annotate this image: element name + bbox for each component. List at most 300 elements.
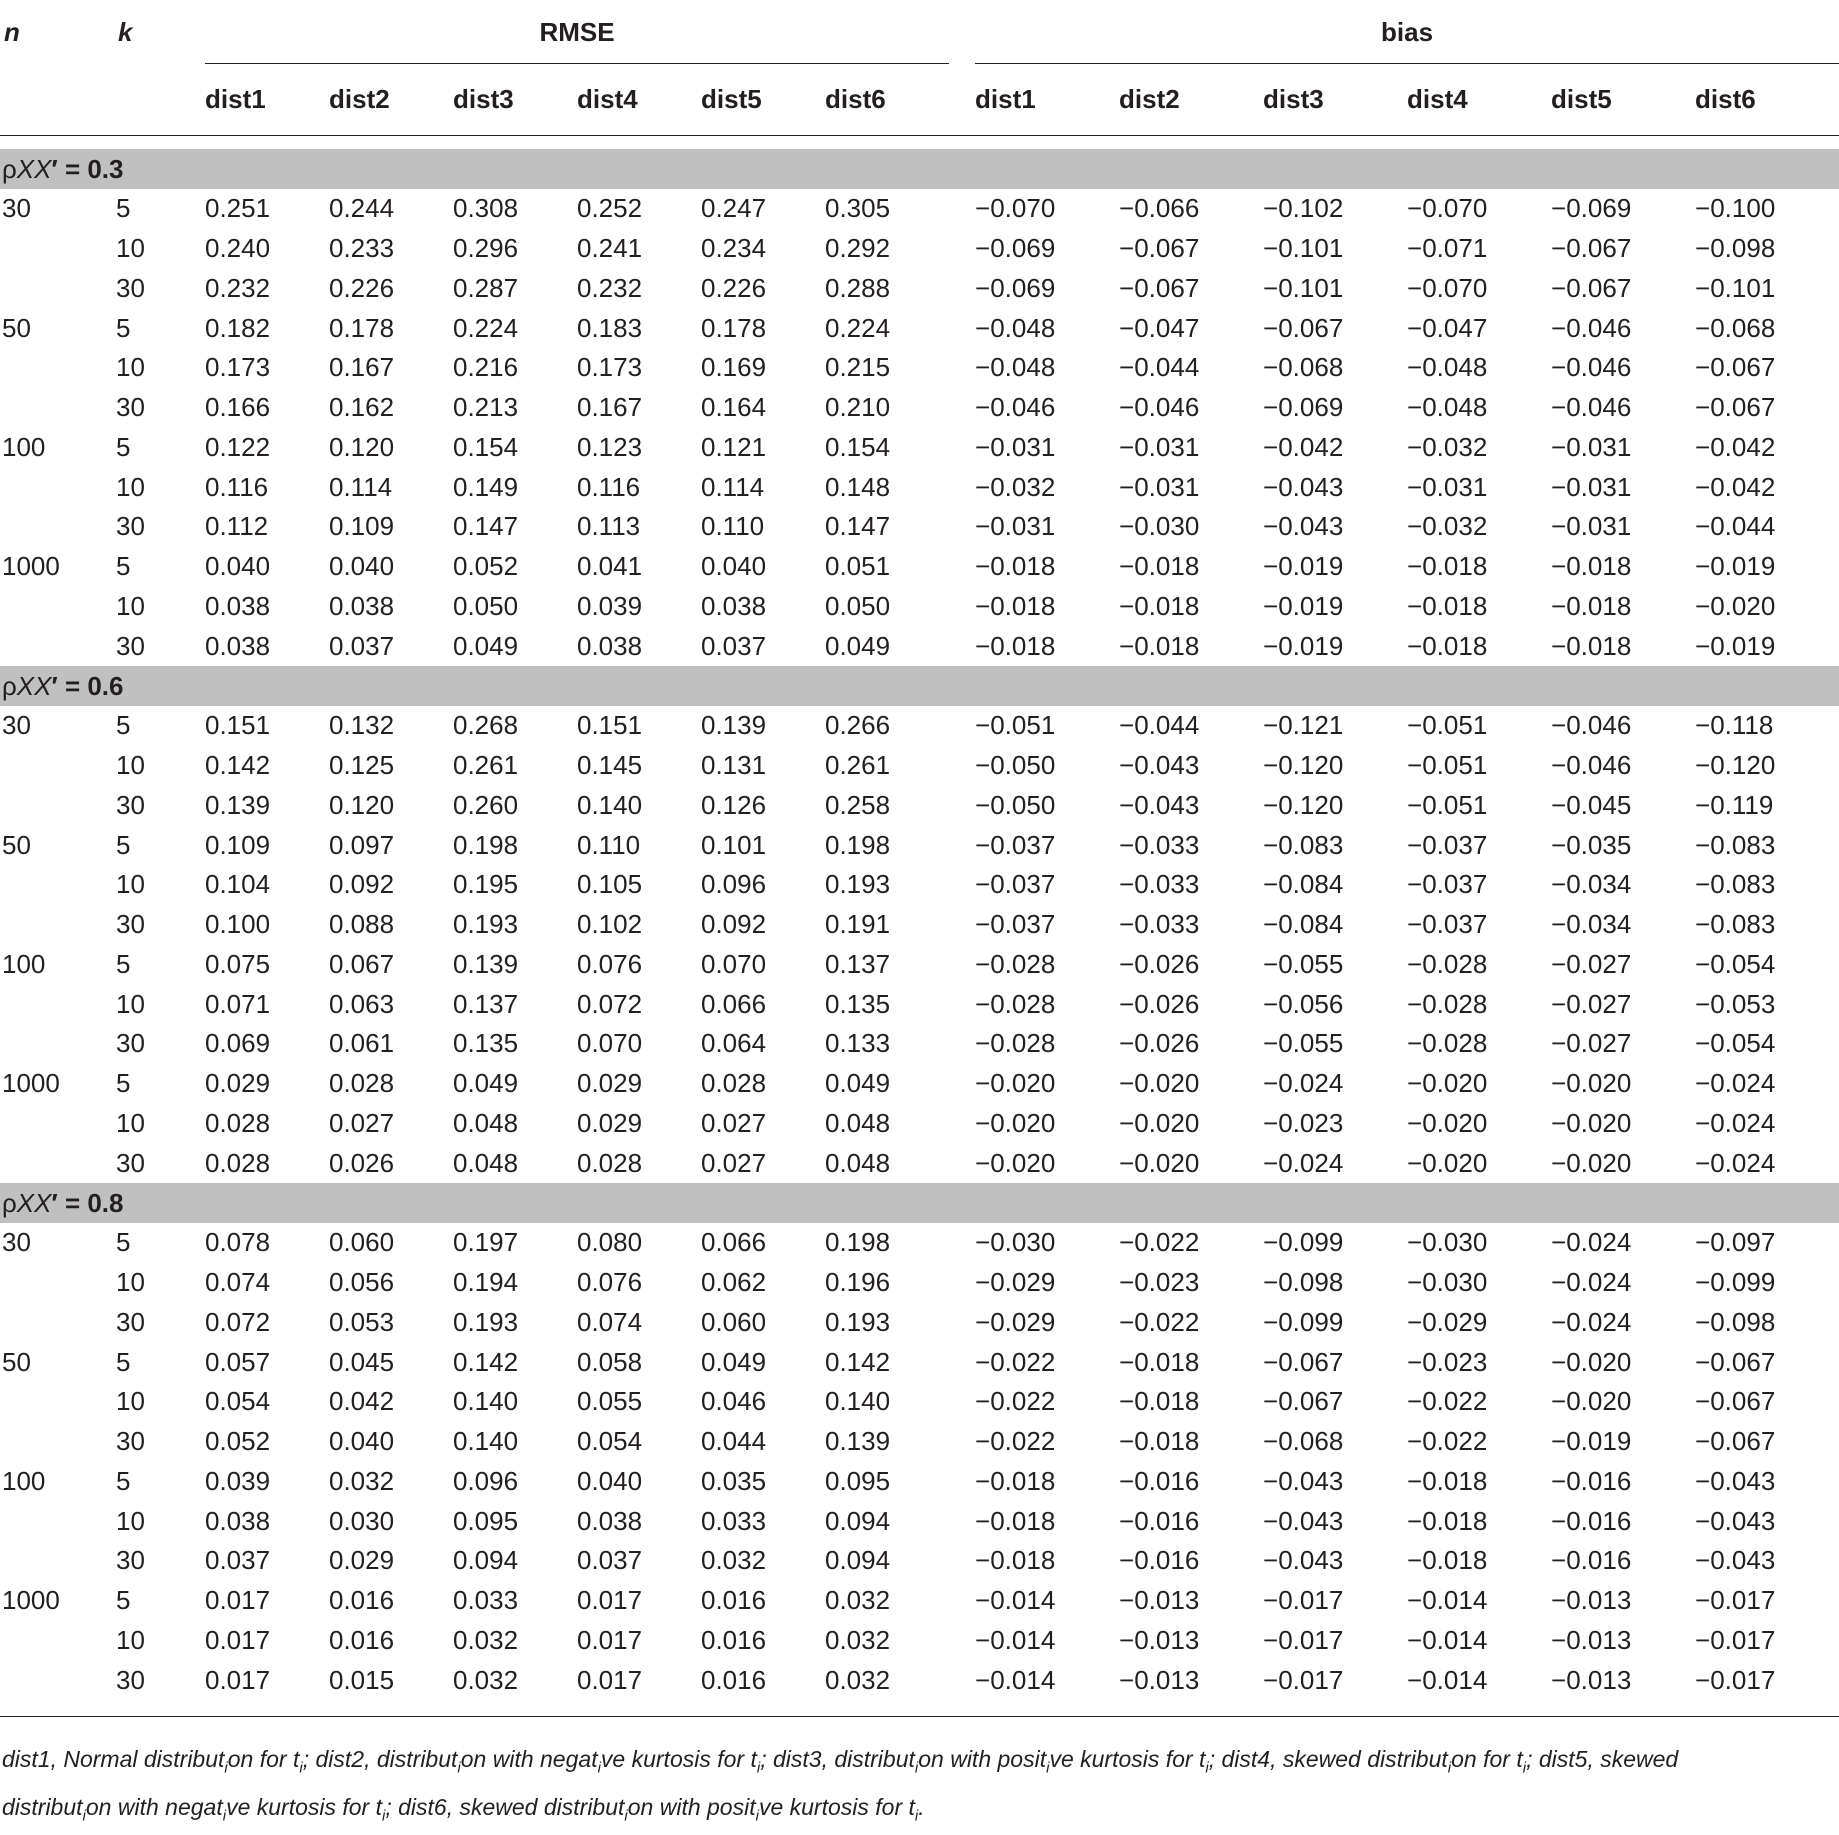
cell-rmse: 0.140	[453, 1426, 519, 1457]
cell-rmse: 0.120	[329, 431, 395, 462]
cell-bias: −0.098	[1695, 233, 1776, 264]
cell-gap	[949, 746, 975, 786]
cell-k: 10	[116, 1386, 145, 1417]
cell-bias: −0.020	[1407, 1147, 1488, 1178]
cell-n	[0, 1303, 113, 1343]
cell-bias: −0.027	[1551, 988, 1632, 1019]
cell-n	[0, 1263, 113, 1303]
cell-n	[0, 229, 113, 269]
cell-bias: −0.048	[975, 352, 1056, 383]
table-row	[0, 786, 1839, 826]
group-label-value: ′ = 0.6	[51, 670, 124, 701]
cell-k: 10	[116, 352, 145, 383]
cell-n	[0, 1501, 113, 1541]
cell-rmse: 0.123	[577, 431, 643, 462]
cell-rmse: 0.071	[205, 988, 271, 1019]
cell-rmse: 0.032	[825, 1664, 891, 1695]
cell-bias: −0.018	[975, 1465, 1056, 1496]
cell-rmse: 0.052	[205, 1426, 271, 1457]
cell-bias: −0.020	[1695, 590, 1776, 621]
cell-bias: −0.019	[1263, 590, 1344, 621]
cell-bias: −0.019	[1263, 630, 1344, 661]
cell-bias: −0.019	[1263, 551, 1344, 582]
header-rmse-dist1: dist1	[205, 84, 266, 114]
cell-bias: −0.050	[975, 789, 1056, 820]
cell-rmse: 0.110	[701, 511, 765, 542]
cell-gap	[949, 1064, 975, 1104]
cell-gap	[949, 308, 975, 348]
table-row	[0, 945, 1839, 985]
header-rmse-dist3: dist3	[453, 84, 514, 114]
cell-rmse: 0.092	[329, 869, 395, 900]
cell-k: 5	[116, 193, 131, 224]
cell-bias: −0.044	[1695, 511, 1776, 542]
bottom-rule-cell	[0, 1700, 1839, 1717]
cell-bias: −0.013	[1551, 1585, 1632, 1616]
cell-bias: −0.098	[1263, 1267, 1344, 1298]
cell-n	[0, 587, 113, 627]
cell-rmse: 0.051	[825, 551, 891, 582]
cell-bias: −0.031	[1551, 511, 1632, 542]
cell-bias: −0.018	[1119, 551, 1200, 582]
cell-k: 10	[116, 590, 145, 621]
cell-rmse: 0.131	[701, 750, 767, 781]
cell-bias: −0.067	[1263, 312, 1344, 343]
cell-bias: −0.020	[1551, 1386, 1632, 1417]
cell-rmse: 0.017	[205, 1664, 271, 1695]
cell-n: 30	[2, 1227, 31, 1258]
cell-rmse: 0.183	[577, 312, 643, 343]
cell-k: 5	[116, 1346, 131, 1377]
cell-rmse: 0.198	[453, 829, 519, 860]
cell-rmse: 0.037	[577, 1545, 643, 1576]
table-row	[0, 388, 1839, 428]
cell-rmse: 0.056	[329, 1267, 395, 1298]
table-row	[0, 1064, 1839, 1104]
cell-k: 10	[116, 750, 145, 781]
cell-bias: −0.017	[1263, 1624, 1344, 1655]
cell-bias: −0.018	[975, 1505, 1056, 1536]
rho-symbol: ρ	[2, 153, 17, 184]
cell-rmse: 0.033	[453, 1585, 519, 1616]
cell-bias: −0.020	[975, 1147, 1056, 1178]
cell-rmse: 0.032	[825, 1585, 891, 1616]
cell-bias: −0.033	[1119, 829, 1200, 860]
cell-rmse: 0.169	[701, 352, 767, 383]
cell-bias: −0.053	[1695, 988, 1776, 1019]
cell-n	[0, 905, 113, 945]
cell-gap	[949, 1621, 975, 1661]
subscript-i: i	[457, 1759, 461, 1777]
cell-rmse: 0.140	[453, 1386, 519, 1417]
cell-rmse: 0.075	[205, 948, 271, 979]
cell-k: 5	[116, 710, 131, 741]
table-row	[0, 269, 1839, 309]
cell-bias: −0.029	[1407, 1306, 1488, 1337]
cell-rmse: 0.109	[205, 829, 271, 860]
cell-bias: −0.046	[1551, 312, 1632, 343]
cell-rmse: 0.224	[825, 312, 891, 343]
cell-rmse: 0.016	[701, 1664, 767, 1695]
cell-bias: −0.067	[1119, 233, 1200, 264]
cell-rmse: 0.193	[825, 1306, 891, 1337]
group-label	[0, 1183, 1839, 1223]
cell-bias: −0.014	[975, 1585, 1056, 1616]
cell-bias: −0.026	[1119, 988, 1200, 1019]
cell-bias: −0.054	[1695, 948, 1776, 979]
header-bias-dist6: dist6	[1695, 84, 1756, 114]
cell-bias: −0.067	[1695, 1386, 1776, 1417]
cell-rmse: 0.193	[453, 1306, 519, 1337]
cell-rmse: 0.032	[453, 1664, 519, 1695]
cell-rmse: 0.288	[825, 272, 891, 303]
table-row	[0, 348, 1839, 388]
cell-k: 30	[116, 1426, 145, 1457]
spacer-cell	[0, 136, 1839, 150]
cell-rmse: 0.054	[205, 1386, 271, 1417]
cell-rmse: 0.198	[825, 1227, 891, 1258]
cell-bias: −0.017	[1695, 1664, 1776, 1695]
cell-bias: −0.018	[1119, 1346, 1200, 1377]
cell-rmse: 0.033	[701, 1505, 767, 1536]
cell-rmse: 0.139	[205, 789, 271, 820]
cell-gap	[949, 786, 975, 826]
cell-k: 5	[116, 1465, 131, 1496]
cell-rmse: 0.112	[205, 511, 269, 542]
cell-bias: −0.018	[1407, 1465, 1488, 1496]
cell-n	[0, 348, 113, 388]
cell-rmse: 0.016	[701, 1624, 767, 1655]
cell-rmse: 0.048	[825, 1147, 891, 1178]
cell-rmse: 0.016	[329, 1624, 395, 1655]
table-footnote: dist1, Normal distribut$_i$on for $t_i$; dist2, distribut$_i$on with negat$_i$ve kurtosis for $t_i$; dist3, distribut$_i$on with posit$_i$ve kurtosis for $t_i$; dist4, skewed distribut$_i$on for $t_i$; dist5, skewed distribut$_i$on with negat$_i$ve kurtosis for $t_i$; dist6, skewed distribut$_i$on with posit$_i$ve kurtosis for $t_i$.	[2, 1746, 1679, 1825]
cell-bias: −0.018	[975, 1545, 1056, 1576]
cell-k: 5	[116, 829, 131, 860]
cell-bias: −0.020	[975, 1107, 1056, 1138]
cell-gap	[949, 1303, 975, 1343]
cell-k: 30	[116, 1545, 145, 1576]
cell-bias: −0.014	[1407, 1624, 1488, 1655]
cell-bias: −0.018	[1551, 590, 1632, 621]
cell-bias: −0.099	[1263, 1227, 1344, 1258]
cell-bias: −0.016	[1551, 1465, 1632, 1496]
cell-bias: −0.045	[1551, 789, 1632, 820]
cell-n: 1000	[2, 1585, 60, 1616]
cell-bias: −0.033	[1119, 869, 1200, 900]
header-n: n	[4, 16, 20, 47]
table-row	[0, 308, 1839, 348]
cell-bias: −0.024	[1263, 1147, 1344, 1178]
cell-bias: −0.018	[1407, 630, 1488, 661]
cell-rmse: 0.060	[701, 1306, 767, 1337]
cell-n: 1000	[2, 551, 60, 582]
cell-rmse: 0.017	[577, 1664, 643, 1695]
cell-rmse: 0.140	[577, 789, 643, 820]
table-row	[0, 1462, 1839, 1502]
cell-rmse: 0.241	[577, 233, 643, 264]
cell-rmse: 0.016	[701, 1585, 767, 1616]
cell-rmse: 0.226	[701, 272, 767, 303]
cell-rmse: 0.100	[205, 909, 271, 940]
cell-rmse: 0.252	[577, 193, 643, 224]
cell-rmse: 0.030	[329, 1505, 395, 1536]
cell-rmse: 0.226	[329, 272, 395, 303]
cell-rmse: 0.037	[329, 630, 395, 661]
cell-bias: −0.022	[1119, 1227, 1200, 1258]
header-bias-dist1: dist1	[975, 84, 1036, 114]
cell-rmse: 0.191	[825, 909, 891, 940]
cell-bias: −0.018	[1119, 630, 1200, 661]
cell-gap	[949, 1223, 975, 1263]
cell-bias: −0.069	[1263, 392, 1344, 423]
cell-rmse: 0.244	[329, 193, 395, 224]
header-rmse-dist2: dist2	[329, 84, 390, 114]
subscript-i: i	[755, 1807, 759, 1825]
cell-bias: −0.013	[1119, 1664, 1200, 1695]
table-row	[0, 626, 1839, 666]
cell-bias: −0.047	[1119, 312, 1200, 343]
cell-bias: −0.020	[1407, 1068, 1488, 1099]
cell-bias: −0.043	[1263, 1545, 1344, 1576]
cell-bias: −0.067	[1551, 272, 1632, 303]
cell-gap	[949, 905, 975, 945]
cell-bias: −0.044	[1119, 710, 1200, 741]
table-row	[0, 1422, 1839, 1462]
cell-bias: −0.027	[1551, 1028, 1632, 1059]
cell-rmse: 0.017	[577, 1585, 643, 1616]
table-row	[0, 587, 1839, 627]
cell-bias: −0.028	[975, 988, 1056, 1019]
cell-bias: −0.022	[1407, 1426, 1488, 1457]
cell-gap	[949, 269, 975, 309]
cell-bias: −0.013	[1551, 1664, 1632, 1695]
cell-bias: −0.067	[1263, 1346, 1344, 1377]
cell-bias: −0.046	[1551, 710, 1632, 741]
cell-rmse: 0.032	[701, 1545, 767, 1576]
cell-rmse: 0.038	[205, 630, 271, 661]
cell-bias: −0.014	[975, 1624, 1056, 1655]
cell-bias: −0.030	[975, 1227, 1056, 1258]
cell-n	[0, 1541, 113, 1581]
cell-rmse: 0.258	[825, 789, 891, 820]
header-gap	[949, 0, 975, 64]
cell-rmse: 0.017	[577, 1624, 643, 1655]
cell-bias: −0.043	[1119, 750, 1200, 781]
cell-bias: −0.100	[1695, 193, 1776, 224]
cell-rmse: 0.074	[205, 1267, 271, 1298]
cell-k: 30	[116, 789, 145, 820]
cell-bias: −0.066	[1119, 193, 1200, 224]
cell-rmse: 0.114	[701, 471, 765, 502]
cell-gap	[949, 1541, 975, 1581]
cell-rmse: 0.078	[205, 1227, 271, 1258]
cell-gap	[949, 1581, 975, 1621]
cell-rmse: 0.028	[701, 1068, 767, 1099]
cell-k: 10	[116, 471, 145, 502]
cell-bias: −0.101	[1263, 272, 1344, 303]
cell-k: 10	[116, 1624, 145, 1655]
cell-rmse: 0.135	[825, 988, 891, 1019]
cell-n	[0, 746, 113, 786]
cell-bias: −0.024	[1551, 1227, 1632, 1258]
cell-bias: −0.067	[1551, 233, 1632, 264]
cell-gap	[949, 1104, 975, 1144]
cell-gap	[949, 1422, 975, 1462]
cell-rmse: 0.233	[329, 233, 395, 264]
cell-rmse: 0.162	[329, 392, 395, 423]
cell-gap	[949, 1143, 975, 1183]
cell-bias: −0.067	[1695, 352, 1776, 383]
cell-rmse: 0.120	[329, 789, 395, 820]
cell-bias: −0.051	[1407, 750, 1488, 781]
cell-bias: −0.024	[1695, 1068, 1776, 1099]
table-row	[0, 1501, 1839, 1541]
cell-rmse: 0.094	[825, 1545, 891, 1576]
cell-rmse: 0.178	[701, 312, 767, 343]
spacer-row	[0, 136, 1839, 150]
cell-rmse: 0.142	[453, 1346, 519, 1377]
group-header-row	[0, 149, 1839, 189]
cell-rmse: 0.216	[453, 352, 519, 383]
cell-rmse: 0.045	[329, 1346, 395, 1377]
cell-rmse: 0.049	[825, 1068, 891, 1099]
cell-rmse: 0.038	[205, 1505, 271, 1536]
cell-rmse: 0.037	[701, 630, 767, 661]
cell-rmse: 0.210	[825, 392, 891, 423]
rho-subscript: XX	[16, 1187, 52, 1218]
subscript-i: i	[222, 1807, 227, 1825]
cell-bias: −0.016	[1551, 1545, 1632, 1576]
cell-gap	[949, 388, 975, 428]
subscript-i: i	[1046, 1759, 1050, 1777]
subscript-i: i	[1447, 1759, 1452, 1777]
cell-rmse: 0.038	[205, 590, 271, 621]
cell-rmse: 0.292	[825, 233, 891, 264]
cell-k: 10	[116, 1107, 145, 1138]
cell-rmse: 0.154	[825, 431, 891, 462]
cell-n: 100	[2, 948, 46, 979]
cell-bias: −0.083	[1695, 909, 1776, 940]
subscript-i: i	[382, 1807, 386, 1825]
cell-bias: −0.018	[975, 590, 1056, 621]
cell-rmse: 0.066	[701, 988, 767, 1019]
cell-n	[0, 1422, 113, 1462]
table-row	[0, 1621, 1839, 1661]
cell-bias: −0.067	[1695, 1346, 1776, 1377]
cell-gap	[949, 587, 975, 627]
cell-bias: −0.083	[1695, 829, 1776, 860]
cell-rmse: 0.139	[701, 710, 767, 741]
cell-bias: −0.034	[1551, 869, 1632, 900]
cell-rmse: 0.053	[329, 1306, 395, 1337]
cell-rmse: 0.038	[577, 1505, 643, 1536]
cell-rmse: 0.057	[205, 1346, 271, 1377]
table-row	[0, 905, 1839, 945]
cell-bias: −0.016	[1551, 1505, 1632, 1536]
cell-bias: −0.024	[1695, 1147, 1776, 1178]
cell-bias: −0.043	[1119, 789, 1200, 820]
cell-rmse: 0.058	[577, 1346, 643, 1377]
cell-rmse: 0.139	[453, 948, 519, 979]
cell-rmse: 0.296	[453, 233, 519, 264]
cell-n: 30	[2, 710, 31, 741]
cell-rmse: 0.261	[453, 750, 519, 781]
table-row	[0, 467, 1839, 507]
cell-bias: −0.032	[975, 471, 1056, 502]
cell-bias: −0.022	[975, 1386, 1056, 1417]
cell-rmse: 0.069	[205, 1028, 271, 1059]
table-row	[0, 1263, 1839, 1303]
cell-k: 5	[116, 1068, 131, 1099]
cell-rmse: 0.148	[825, 471, 891, 502]
cell-bias: −0.019	[1695, 630, 1776, 661]
cell-bias: −0.098	[1695, 1306, 1776, 1337]
cell-bias: −0.016	[1119, 1465, 1200, 1496]
cell-rmse: 0.040	[205, 551, 271, 582]
cell-n: 100	[2, 431, 46, 462]
cell-n	[0, 865, 113, 905]
header-row-top	[0, 0, 1839, 64]
cell-n: 100	[2, 1465, 46, 1496]
cell-bias: −0.043	[1263, 1505, 1344, 1536]
cell-rmse: 0.116	[205, 471, 269, 502]
cell-n	[0, 269, 113, 309]
cell-bias: −0.046	[1551, 750, 1632, 781]
cell-bias: −0.069	[975, 233, 1056, 264]
cell-k: 30	[116, 1147, 145, 1178]
cell-bias: −0.018	[1407, 590, 1488, 621]
cell-n: 50	[2, 829, 31, 860]
cell-rmse: 0.076	[577, 1267, 643, 1298]
cell-bias: −0.013	[1119, 1585, 1200, 1616]
table-row	[0, 229, 1839, 269]
cell-bias: −0.023	[1407, 1346, 1488, 1377]
cell-k: 30	[116, 630, 145, 661]
cell-gap	[949, 189, 975, 229]
cell-rmse: 0.064	[701, 1028, 767, 1059]
cell-bias: −0.101	[1263, 233, 1344, 264]
cell-rmse: 0.266	[825, 710, 891, 741]
cell-rmse: 0.234	[701, 233, 767, 264]
cell-rmse: 0.016	[329, 1585, 395, 1616]
cell-bias: −0.050	[975, 750, 1056, 781]
cell-bias: −0.022	[1407, 1386, 1488, 1417]
cell-rmse: 0.268	[453, 710, 519, 741]
table-row	[0, 1660, 1839, 1700]
cell-gap	[949, 1501, 975, 1541]
cell-bias: −0.023	[1119, 1267, 1200, 1298]
cell-rmse: 0.048	[453, 1147, 519, 1178]
cell-bias: −0.097	[1695, 1227, 1776, 1258]
cell-rmse: 0.039	[205, 1465, 271, 1496]
cell-k: 10	[116, 233, 145, 264]
cell-n	[0, 786, 113, 826]
cell-bias: −0.018	[1551, 551, 1632, 582]
cell-bias: −0.055	[1263, 948, 1344, 979]
cell-bias: −0.051	[975, 710, 1056, 741]
table-row	[0, 984, 1839, 1024]
cell-gap	[949, 1024, 975, 1064]
cell-rmse: 0.088	[329, 909, 395, 940]
cell-rmse: 0.147	[825, 511, 891, 542]
cell-bias: −0.099	[1263, 1306, 1344, 1337]
cell-bias: −0.020	[1551, 1346, 1632, 1377]
cell-bias: −0.029	[975, 1267, 1056, 1298]
cell-rmse: 0.132	[329, 710, 395, 741]
cell-bias: −0.067	[1695, 392, 1776, 423]
cell-rmse: 0.196	[825, 1267, 891, 1298]
cell-rmse: 0.062	[701, 1267, 767, 1298]
